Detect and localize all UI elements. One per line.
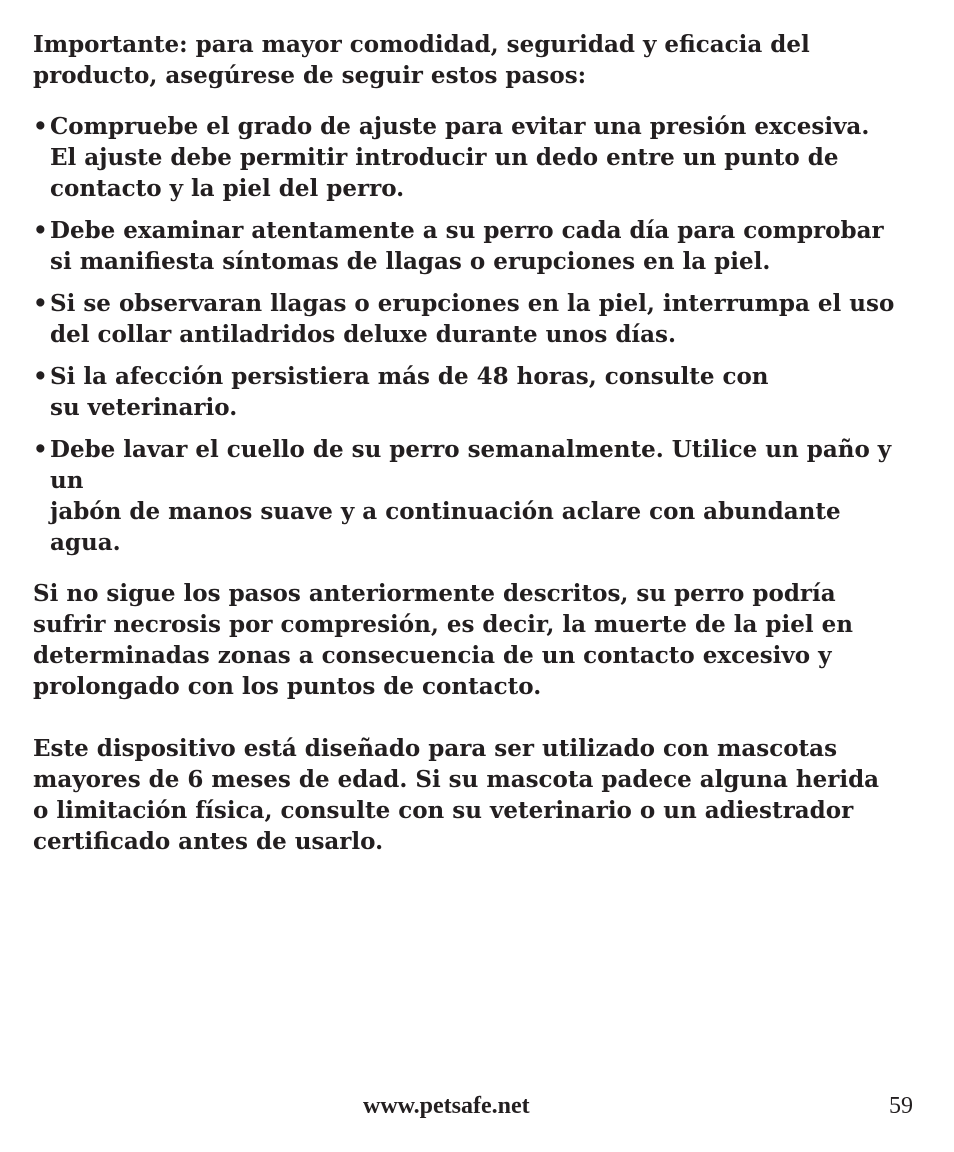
age-note-paragraph: Este dispositivo está diseñado para ser utilizado con mascotas mayores de 6 meses de edad. Si su mascota padece alguna herida o limitación física, consulte con su veterinario o un adiestrador certificado antes de usarlo.	[33, 735, 880, 855]
intro-paragraph: Importante: para mayor comodidad, seguridad y eficacia del producto, asegúrese de seguir estos pasos:	[33, 31, 810, 89]
page-number: 59	[889, 1093, 913, 1119]
page-content	[33, 29, 918, 857]
instruction-item: • Si la afección persistiera más de 48 horas, consulte con su veterinario.	[33, 361, 918, 423]
instruction-item: • Compruebe el grado de ajuste para evitar una presión excesiva. El ajuste debe permitir introducir un dedo entre un punto de contacto y la piel del perro.	[33, 111, 918, 204]
warning-paragraph: Si no sigue los pasos anteriormente descritos, su perro podría sufrir necrosis por compresión, es decir, la muerte de la piel en determinadas zonas a consecuencia de un contacto excesivo y prolongado con los puntos de contacto.	[33, 580, 853, 700]
footer-url: www.petsafe.net	[363, 1093, 530, 1119]
instruction-item: • Si se observaran llagas o erupciones en la piel, interrumpa el uso del collar antiladridos deluxe durante unos días.	[33, 288, 918, 350]
instruction-item: • Debe lavar el cuello de su perro semanalmente. Utilice un paño y un jabón de manos suave y a continuación aclare con abundante agua.	[33, 434, 918, 558]
instruction-list	[33, 111, 918, 558]
instruction-item: • Debe examinar atentamente a su perro cada día para comprobar si manifiesta síntomas de llagas o erupciones en la piel.	[33, 215, 918, 277]
